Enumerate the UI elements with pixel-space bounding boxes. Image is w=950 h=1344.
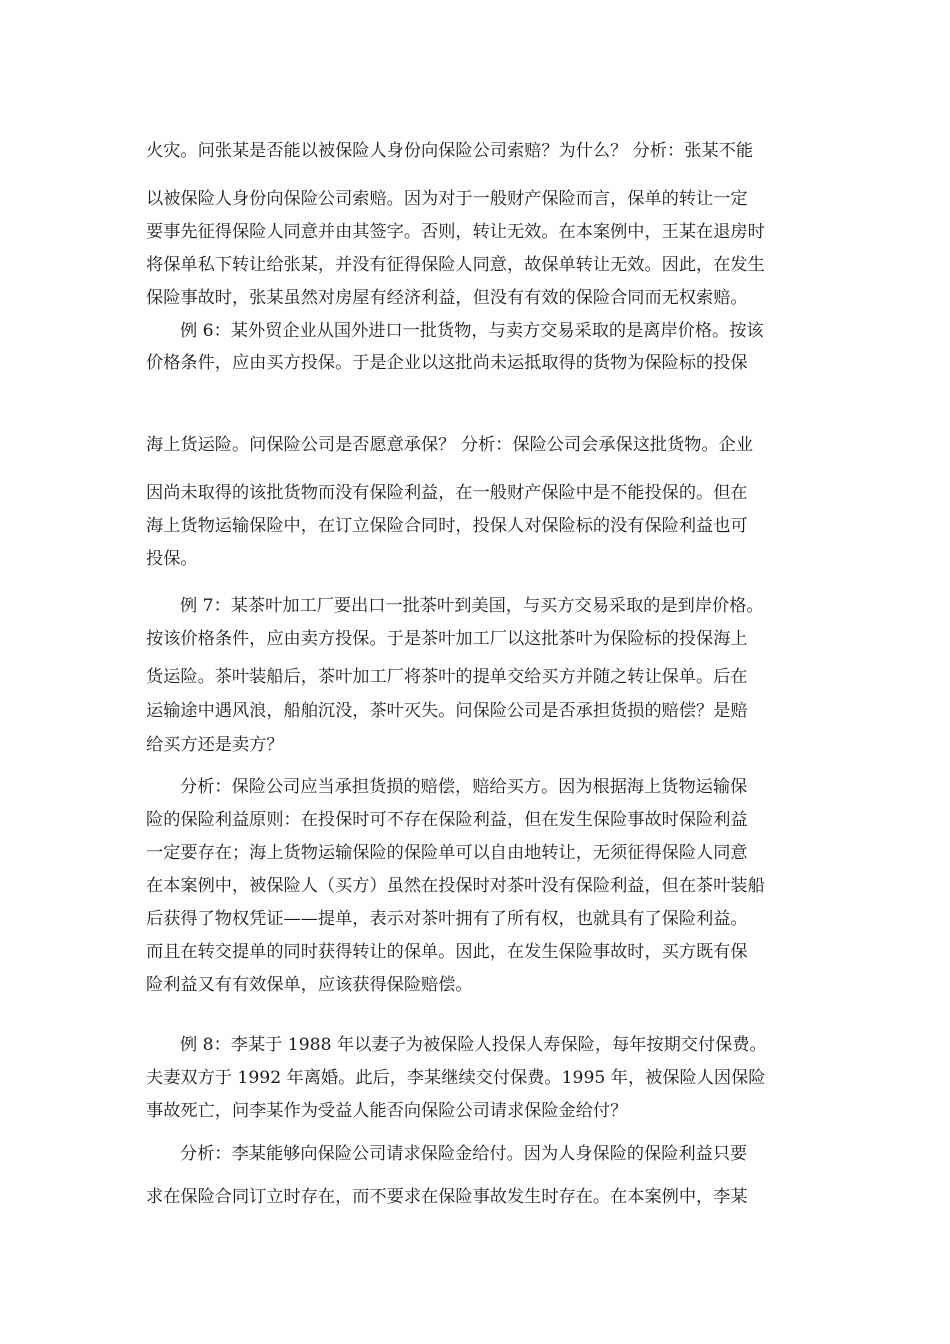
text-line: 海上货物运输保险中，在订立保险合同时，投保人对保险标的没有保险利益也可 [146, 516, 748, 536]
text-line: 价格条件，应由买方投保。于是企业以这批尚未运抵取得的货物为保险标的投保 [146, 353, 748, 373]
text-line: 事故死亡，问李某作为受益人能否向保险公司请求保险金给付？ [146, 1101, 628, 1121]
text-line: 火灾。问张某是否能以被保险人身份向保险公司索赔？为什么？ 分析：张某不能 [146, 141, 754, 161]
text-line: 分析：保险公司应当承担货损的赔偿，赔给买方。因为根据海上货物运输保 [180, 777, 748, 797]
text-line: 因尚未取得的该批货物而没有保险利益，在一般财产保险中是不能投保的。但在 [146, 483, 748, 503]
text-line: 例 7：某茶叶加工厂要出口一批茶叶到美国，与买方交易采取的是到岸价格。 [180, 596, 764, 616]
text-line: 海上货运险。问保险公司是否愿意承保？ 分析：保险公司会承保这批货物。企业 [146, 435, 754, 455]
text-line: 要事先征得保险人同意并由其签字。否则，转让无效。在本案例中，王某在退房时 [146, 222, 765, 242]
text-line: 分析：李某能够向保险公司请求保险金给付。因为人身保险的保险利益只要 [180, 1144, 748, 1164]
text-line: 将保单私下转让给张某，并没有征得保险人同意，故保单转让无效。因此，在发生 [146, 255, 765, 275]
text-line: 按该价格条件，应由卖方投保。于是茶叶加工厂以这批茶叶为保险标的投保海上 [146, 629, 748, 649]
text-line: 投保。 [146, 549, 198, 569]
text-line: 一定要存在；海上货物运输保险的保险单可以自由地转让，无须征得保险人同意 [146, 843, 748, 863]
text-line: 险利益又有有效保单，应该获得保险赔偿。 [146, 975, 473, 995]
text-line: 险的保险利益原则：在投保时可不存在保险利益，但在发生保险事故时保险利益 [146, 810, 748, 830]
text-line: 而且在转交提单的同时获得转让的保单。因此，在发生保险事故时，买方既有保 [146, 942, 748, 962]
text-line: 在本案例中，被保险人（买方）虽然在投保时对茶叶没有保险利益，但在茶叶装船 [146, 876, 765, 896]
text-line: 保险事故时，张某虽然对房屋有经济利益，但没有有效的保险合同而无权索赔。 [146, 288, 748, 308]
text-line: 例 8：李某于 1988 年以妻子为被保险人投保人寿保险，每年按期交付保费。 [180, 1035, 767, 1055]
text-line: 例 6：某外贸企业从国外进口一批货物，与卖方交易采取的是离岸价格。按该 [180, 321, 764, 341]
text-line: 求在保险合同订立时存在，而不要求在保险事故发生时存在。在本案例中，李某 [146, 1187, 748, 1207]
text-line: 货运险。茶叶装船后，茶叶加工厂将茶叶的提单交给买方并随之转让保单。后在 [146, 667, 748, 687]
text-line: 运输途中遇风浪，船舶沉没，茶叶灭失。问保险公司是否承担货损的赔偿？是赔 [146, 701, 748, 721]
text-line: 以被保险人身份向保险公司索赔。因为对于一般财产保险而言，保单的转让一定 [146, 189, 748, 209]
text-line: 给买方还是卖方？ [146, 735, 284, 755]
text-line: 夫妻双方于 1992 年离婚。此后，李某继续交付保费。1995 年，被保险人因保险 [146, 1068, 766, 1088]
text-line: 后获得了物权凭证——提单，表示对茶叶拥有了所有权，也就具有了保险利益。 [146, 909, 748, 929]
